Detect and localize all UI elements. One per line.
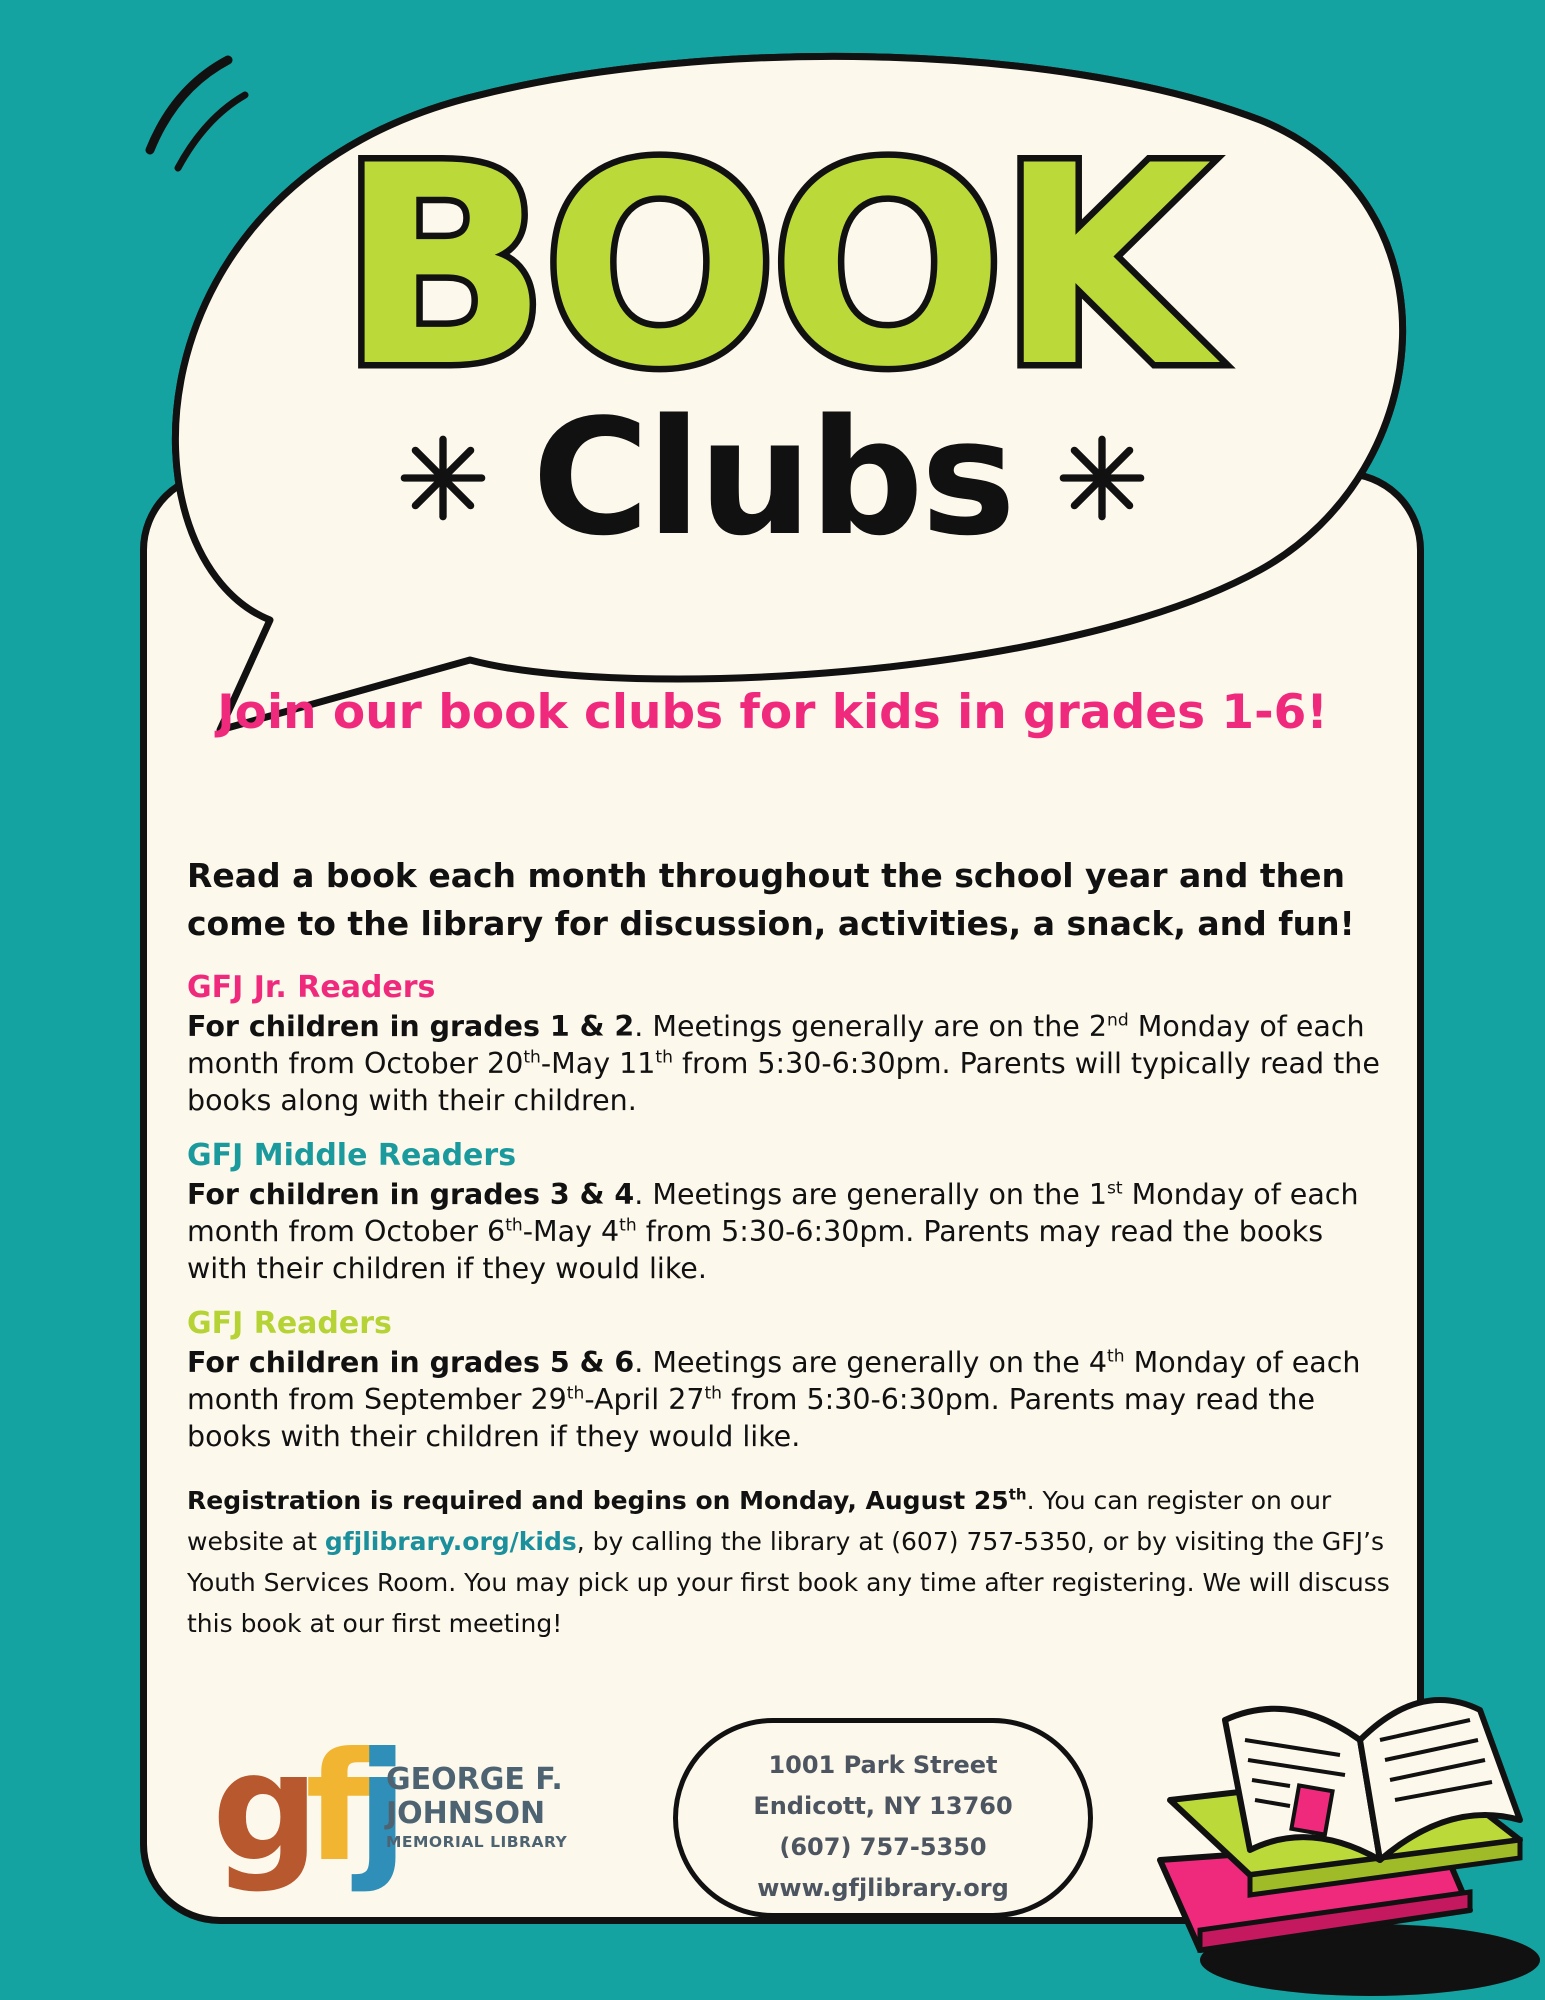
open-book-illustration	[1140, 1660, 1540, 2000]
address-phone: (607) 757-5350	[779, 1833, 987, 1861]
club-name: GFJ Middle Readers	[187, 1138, 517, 1173]
book-title: BOOK	[339, 107, 1206, 427]
address-street: 1001 Park Street	[768, 1751, 998, 1779]
registration-info: Registration is required and begins on Monday, August 25th. You can register on our website at gfjlibrary.org/kids, by calling the library at (607) 757-5350, or by visiting the GFJ’s Youth Services Room. You may pick up your first book any time after registering. We will discuss this book at our first meeting!	[187, 1485, 1390, 1638]
clubs-title-row	[0, 384, 1545, 571]
club-description: For children in grades 1 & 2. Meetings generally are on the 2nd Monday of each month from October 20th-May 11th from 5:30-6:30pm. Parents will typically read the books along with their children.	[187, 1010, 1380, 1117]
club-description: For children in grades 3 & 4. Meetings are generally on the 1st Monday of each month from October 6th-May 4th from 5:30-6:30pm. Parents may read the books with their children if they would like.	[187, 1178, 1359, 1285]
address-block	[673, 1718, 1093, 1918]
club-jr-readers	[187, 970, 1387, 1119]
address-city: Endicott, NY 13760	[753, 1792, 1013, 1820]
clubs-title: Clubs	[532, 384, 1013, 571]
library-logo	[212, 1721, 602, 1895]
intro-heading: Join our book clubs for kids in grades 1-6!	[217, 685, 1328, 740]
logo-wordmark: GEORGE F. JOHNSON MEMORIAL LIBRARY	[386, 1762, 568, 1851]
club-name: GFJ Jr. Readers	[187, 970, 436, 1005]
club-name: GFJ Readers	[187, 1306, 392, 1341]
address-website[interactable]: www.gfjlibrary.org	[757, 1874, 1009, 1902]
lead-paragraph: Read a book each month throughout the school year and then come to the library for discussion, activities, a snack, and fun!	[187, 856, 1355, 943]
club-description: For children in grades 5 & 6. Meetings are generally on the 4th Monday of each month from September 29th-April 27th from 5:30-6:30pm. Parents may read the books with their children if they would like.	[187, 1346, 1361, 1453]
asterisk-icon	[1056, 432, 1148, 524]
registration-link[interactable]: gfjlibrary.org/kids	[324, 1527, 577, 1556]
club-middle-readers	[187, 1138, 1387, 1287]
club-gfj-readers	[187, 1306, 1387, 1455]
logo-monogram: gfj	[212, 1721, 395, 1895]
asterisk-icon	[397, 432, 489, 524]
